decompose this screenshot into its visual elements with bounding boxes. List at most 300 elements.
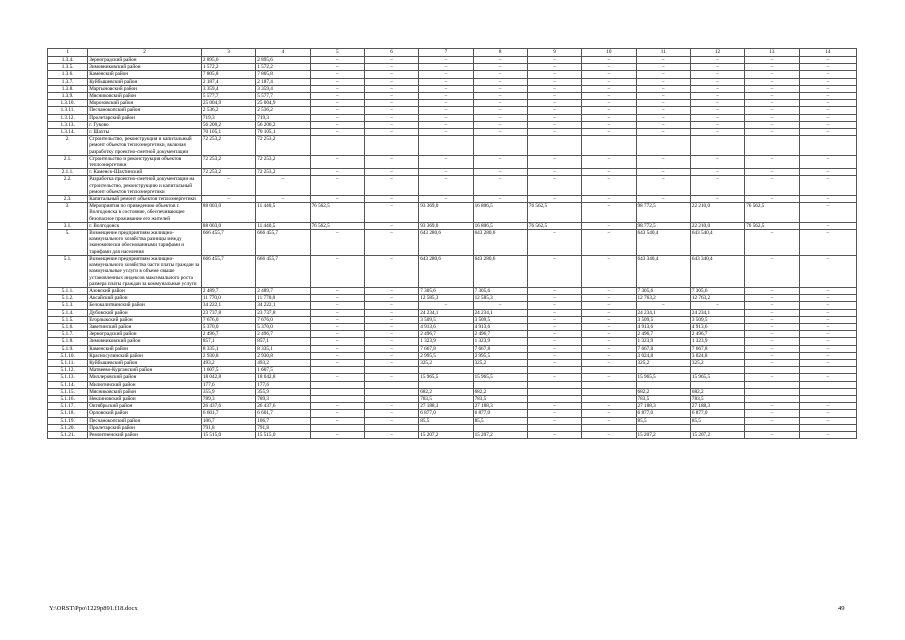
empty-cell: –	[364, 352, 418, 359]
table-row	[48, 424, 857, 431]
empty-cell: –	[745, 410, 799, 417]
amount-cell: 857,1	[256, 338, 310, 345]
empty-cell: –	[582, 255, 636, 287]
empty-cell: –	[473, 78, 527, 85]
empty-cell: –	[582, 403, 636, 410]
empty-cell	[310, 136, 364, 156]
table-row	[48, 114, 857, 121]
empty-cell: –	[690, 169, 744, 176]
empty-cell: –	[799, 85, 856, 92]
empty-cell: –	[364, 410, 418, 417]
row-number-cell: 5.1.17.	[48, 403, 88, 410]
amount-cell: 72 253,2	[201, 136, 255, 156]
empty-cell	[799, 367, 856, 374]
empty-cell: –	[799, 176, 856, 196]
table-row	[48, 374, 857, 381]
row-number-cell: 1.3.14.	[48, 129, 88, 136]
empty-cell: –	[799, 196, 856, 203]
column-number-header: 8	[473, 49, 527, 57]
column-number-header: 12	[690, 49, 744, 57]
table-row	[48, 403, 857, 410]
amount-cell: 25 004,9	[256, 100, 310, 107]
item-name-cell: Капитальный ремонт объектов теплоэнергетики	[88, 196, 202, 203]
amount-cell: 355,9	[256, 388, 310, 395]
amount-cell: 26 437,6	[256, 403, 310, 410]
empty-cell	[473, 424, 527, 431]
amount-cell: 11 440,5	[256, 222, 310, 229]
table-row	[48, 64, 857, 71]
empty-cell: –	[582, 295, 636, 302]
table-row	[48, 129, 857, 136]
empty-cell: –	[310, 431, 364, 438]
amount-cell: 2 930,8	[256, 352, 310, 359]
empty-cell	[582, 388, 636, 395]
empty-cell	[364, 388, 418, 395]
empty-cell: –	[799, 431, 856, 438]
row-number-cell: 5.1.7.	[48, 331, 88, 338]
empty-cell: –	[310, 57, 364, 64]
empty-cell	[799, 136, 856, 156]
amount-cell: 666 455,7	[256, 230, 310, 256]
amount-cell: 2 496,7	[690, 331, 744, 338]
empty-cell	[473, 136, 527, 156]
empty-cell: –	[310, 338, 364, 345]
amount-cell: 3 359,4	[256, 85, 310, 92]
table-row	[48, 155, 857, 168]
empty-cell: –	[527, 287, 581, 294]
row-number-cell: 3.1.	[48, 222, 88, 229]
table-row	[48, 388, 857, 395]
empty-cell: –	[527, 129, 581, 136]
empty-cell: –	[745, 107, 799, 114]
empty-cell: –	[419, 121, 473, 128]
amount-cell: 3 509,5	[473, 316, 527, 323]
amount-cell: 25 004,9	[201, 100, 255, 107]
empty-cell: –	[527, 316, 581, 323]
empty-cell: –	[745, 64, 799, 71]
empty-cell	[636, 424, 690, 431]
amount-cell: 56 200,2	[256, 121, 310, 128]
table-row	[48, 121, 857, 128]
amount-cell: 783,5	[636, 395, 690, 402]
item-name-cell: Красносулинский район	[88, 352, 202, 359]
amount-cell: 643 280,6	[473, 230, 527, 256]
empty-cell: –	[582, 93, 636, 100]
amount-cell: 16 806,5	[473, 203, 527, 223]
amount-cell: 682,2	[690, 388, 744, 395]
amount-cell: 98 772,5	[636, 203, 690, 223]
empty-cell	[419, 367, 473, 374]
amount-cell: 719,3	[256, 114, 310, 121]
empty-cell: –	[582, 203, 636, 223]
empty-cell: –	[364, 100, 418, 107]
empty-cell: –	[364, 85, 418, 92]
amount-cell: 22 210,0	[690, 203, 744, 223]
amount-cell: 643 540,4	[636, 230, 690, 256]
amount-cell: 88 003,0	[201, 222, 255, 229]
amount-cell: 643 340,4	[690, 255, 744, 287]
table-row	[48, 381, 857, 388]
empty-cell: –	[364, 338, 418, 345]
empty-cell: –	[745, 196, 799, 203]
amount-cell: 2 995,5	[419, 352, 473, 359]
budget-table	[47, 48, 857, 439]
empty-cell: –	[799, 359, 856, 366]
empty-cell	[690, 136, 744, 156]
amount-cell: 15 515,0	[201, 431, 255, 438]
empty-cell: –	[745, 338, 799, 345]
empty-cell: –	[527, 78, 581, 85]
row-number-cell: 2.1.	[48, 155, 88, 168]
empty-cell: –	[473, 64, 527, 71]
empty-cell: –	[364, 64, 418, 71]
amount-cell: 27 188,3	[473, 403, 527, 410]
empty-cell: –	[582, 323, 636, 330]
empty-cell: –	[582, 345, 636, 352]
empty-cell: –	[473, 196, 527, 203]
empty-cell: –	[636, 64, 690, 71]
empty-cell: –	[527, 85, 581, 92]
amount-cell: 24 234,1	[636, 309, 690, 316]
empty-cell: –	[799, 316, 856, 323]
empty-cell: –	[364, 287, 418, 294]
empty-cell: –	[582, 302, 636, 309]
amount-cell: 2 995,5	[473, 352, 527, 359]
table-row	[48, 295, 857, 302]
empty-cell: –	[799, 331, 856, 338]
item-name-cell: Аксайский район	[88, 295, 202, 302]
empty-cell: –	[582, 309, 636, 316]
empty-cell	[690, 424, 744, 431]
amount-cell: 2 496,7	[419, 331, 473, 338]
amount-cell: 85,5	[419, 417, 473, 424]
item-name-cell: Мясниковский район	[88, 388, 202, 395]
amount-cell: 15 515,0	[256, 431, 310, 438]
amount-cell: 2 895,6	[256, 57, 310, 64]
amount-cell: 325,2	[419, 359, 473, 366]
amount-cell: 2 496,7	[201, 331, 255, 338]
empty-cell: –	[310, 176, 364, 196]
empty-cell	[364, 395, 418, 402]
empty-cell	[364, 136, 418, 156]
amount-cell: 1 607,5	[256, 367, 310, 374]
amount-cell: 2 496,7	[473, 331, 527, 338]
amount-cell: 7 667,8	[419, 345, 473, 352]
header-row	[48, 49, 857, 57]
empty-cell: –	[745, 78, 799, 85]
item-name-cell: Зимовниковский район	[88, 338, 202, 345]
empty-cell: –	[527, 323, 581, 330]
empty-cell: –	[364, 230, 418, 256]
empty-cell: –	[527, 403, 581, 410]
empty-cell	[527, 367, 581, 374]
amount-cell: 2 536,2	[256, 107, 310, 114]
item-name-cell: Строительство, реконструкция и капитальный ремонт объектов теплоэнергетики, включая разработку проектно-сметной документации	[88, 136, 202, 156]
empty-cell: –	[799, 302, 856, 309]
column-number-header: 9	[527, 49, 581, 57]
empty-cell: –	[745, 169, 799, 176]
item-name-cell: Каменский район	[88, 345, 202, 352]
empty-cell	[636, 367, 690, 374]
empty-cell	[799, 395, 856, 402]
empty-cell: –	[364, 176, 418, 196]
empty-cell: –	[582, 169, 636, 176]
empty-cell: –	[582, 338, 636, 345]
amount-cell: 72 253,2	[256, 169, 310, 176]
empty-cell: –	[799, 64, 856, 71]
empty-cell: –	[201, 176, 255, 196]
column-number-header: 5	[310, 49, 364, 57]
amount-cell: 6 877,0	[419, 410, 473, 417]
empty-cell: –	[527, 121, 581, 128]
empty-cell: –	[745, 114, 799, 121]
table-row	[48, 302, 857, 309]
amount-cell: 177,6	[256, 381, 310, 388]
empty-cell: –	[419, 176, 473, 196]
empty-cell: –	[364, 57, 418, 64]
empty-cell: –	[364, 203, 418, 223]
empty-cell: –	[527, 345, 581, 352]
empty-cell: –	[419, 71, 473, 78]
empty-cell: –	[582, 107, 636, 114]
empty-cell: –	[799, 114, 856, 121]
item-name-cell: Пролетарский район	[88, 424, 202, 431]
empty-cell: –	[745, 352, 799, 359]
empty-cell: –	[473, 100, 527, 107]
empty-cell: –	[364, 71, 418, 78]
amount-cell: 7 667,8	[636, 345, 690, 352]
item-name-cell: Возмещение предприятиям жилищно-коммунального хозяйства разницы между экономически обоснованными тарифами и тарифами для населения	[88, 230, 202, 256]
amount-cell: 11 440,5	[256, 203, 310, 223]
empty-cell: –	[364, 417, 418, 424]
empty-cell: –	[690, 121, 744, 128]
amount-cell: 27 188,3	[419, 403, 473, 410]
row-number-cell: 5.1.6.	[48, 323, 88, 330]
empty-cell: –	[799, 129, 856, 136]
amount-cell: 643 540,4	[690, 230, 744, 256]
empty-cell: –	[690, 129, 744, 136]
empty-cell: –	[419, 169, 473, 176]
empty-cell: –	[745, 316, 799, 323]
item-name-cell: Мясниковский район	[88, 93, 202, 100]
empty-cell: –	[799, 352, 856, 359]
amount-cell: 106,7	[256, 417, 310, 424]
empty-cell: –	[582, 417, 636, 424]
table-row	[48, 367, 857, 374]
empty-cell: –	[364, 107, 418, 114]
empty-cell: –	[527, 100, 581, 107]
amount-cell: 783,5	[473, 395, 527, 402]
empty-cell	[310, 388, 364, 395]
empty-cell: –	[799, 323, 856, 330]
empty-cell: –	[745, 403, 799, 410]
empty-cell: –	[527, 431, 581, 438]
amount-cell: 24 234,1	[473, 309, 527, 316]
empty-cell	[745, 136, 799, 156]
empty-cell: –	[364, 359, 418, 366]
row-number-cell: 5.1.9.	[48, 345, 88, 352]
empty-cell: –	[310, 302, 364, 309]
item-name-cell: Песчанокопский район	[88, 417, 202, 424]
row-number-cell: 5.1.10.	[48, 352, 88, 359]
row-number-cell: 1.3.10.	[48, 100, 88, 107]
row-number-cell: 1.3.7.	[48, 78, 88, 85]
amount-cell: 3 359,4	[201, 85, 255, 92]
amount-cell: 76 562,5	[527, 203, 581, 223]
table-row	[48, 338, 857, 345]
empty-cell: –	[582, 374, 636, 381]
empty-cell: –	[364, 309, 418, 316]
empty-cell: –	[310, 403, 364, 410]
table-row	[48, 352, 857, 359]
amount-cell: 7 667,8	[690, 345, 744, 352]
empty-cell: –	[582, 176, 636, 196]
empty-cell: –	[636, 100, 690, 107]
empty-cell	[582, 381, 636, 388]
empty-cell: –	[690, 57, 744, 64]
empty-cell: –	[310, 287, 364, 294]
item-name-cell: Возмещение предприятиям жилищно-коммунального хозяйства части платы граждан за коммунальные услуги в объеме свыше установленных индексов максимального роста размера платы граждан за коммунальные услуги	[88, 255, 202, 287]
empty-cell: –	[636, 196, 690, 203]
item-name-cell: Куйбышевский район	[88, 359, 202, 366]
amount-cell: 98 772,5	[636, 222, 690, 229]
table-row	[48, 316, 857, 323]
empty-cell: –	[310, 309, 364, 316]
empty-cell	[310, 395, 364, 402]
table-row	[48, 431, 857, 438]
item-name-cell: Пролетарский район	[88, 114, 202, 121]
amount-cell: 791,8	[256, 424, 310, 431]
empty-cell: –	[473, 169, 527, 176]
amount-cell: 4 913,6	[636, 323, 690, 330]
empty-cell: –	[310, 71, 364, 78]
row-number-cell: 5.1.20.	[48, 424, 88, 431]
amount-cell: 3 509,5	[690, 316, 744, 323]
amount-cell: 15 207,2	[473, 431, 527, 438]
amount-cell: 7 805,8	[256, 71, 310, 78]
amount-cell: 2 930,8	[201, 352, 255, 359]
item-name-cell: Милютинский район	[88, 381, 202, 388]
empty-cell: –	[364, 255, 418, 287]
amount-cell: 15 965,5	[690, 374, 744, 381]
empty-cell: –	[799, 100, 856, 107]
empty-cell	[473, 381, 527, 388]
amount-cell: 682,2	[636, 388, 690, 395]
empty-cell	[310, 367, 364, 374]
item-name-cell: Белокалитвинский район	[88, 302, 202, 309]
empty-cell: –	[636, 57, 690, 64]
empty-cell: –	[636, 129, 690, 136]
amount-cell: 12 585,3	[419, 295, 473, 302]
amount-cell: 2 536,2	[201, 107, 255, 114]
amount-cell: 72 253,2	[201, 155, 255, 168]
empty-cell: –	[690, 196, 744, 203]
empty-cell: –	[310, 331, 364, 338]
amount-cell: 4 913,6	[690, 323, 744, 330]
empty-cell	[527, 381, 581, 388]
item-name-cell: Неклиновский район	[88, 395, 202, 402]
amount-cell: 493,2	[256, 359, 310, 366]
empty-cell	[364, 381, 418, 388]
empty-cell	[745, 395, 799, 402]
empty-cell	[582, 424, 636, 431]
amount-cell: 2 496,7	[256, 331, 310, 338]
empty-cell: –	[527, 64, 581, 71]
amount-cell: 643 280,6	[419, 255, 473, 287]
amount-cell: 493,2	[201, 359, 255, 366]
table-row	[48, 345, 857, 352]
row-number-cell: 2.1.1.	[48, 169, 88, 176]
amount-cell: 325,2	[636, 359, 690, 366]
row-number-cell: 5.1.1.	[48, 287, 88, 294]
empty-cell: –	[310, 114, 364, 121]
amount-cell: 7 305,6	[473, 287, 527, 294]
amount-cell: 355,9	[201, 388, 255, 395]
amount-cell: 1 572,2	[201, 64, 255, 71]
item-name-cell: Строительство и реконструкция объектов теплоэнергетики	[88, 155, 202, 168]
empty-cell: –	[799, 338, 856, 345]
empty-cell: –	[636, 121, 690, 128]
amount-cell: 15 965,5	[636, 374, 690, 381]
empty-cell: –	[310, 155, 364, 168]
empty-cell: –	[582, 196, 636, 203]
empty-cell: –	[364, 295, 418, 302]
table-row	[48, 230, 857, 256]
row-number-cell: 5.1.8.	[48, 338, 88, 345]
empty-cell: –	[310, 352, 364, 359]
amount-cell: 85,5	[473, 417, 527, 424]
amount-cell: 666 455,7	[201, 255, 255, 287]
amount-cell: 2 187,4	[256, 78, 310, 85]
empty-cell: –	[745, 176, 799, 196]
empty-cell: –	[799, 255, 856, 287]
empty-cell: –	[419, 129, 473, 136]
table-row	[48, 57, 857, 64]
amount-cell: 18 042,8	[201, 374, 255, 381]
amount-cell: 76 562,5	[745, 203, 799, 223]
empty-cell: –	[527, 302, 581, 309]
amount-cell: 325,2	[690, 359, 744, 366]
amount-cell: 2 187,4	[201, 78, 255, 85]
amount-cell: 6 601,7	[201, 410, 255, 417]
amount-cell: 7 305,6	[690, 287, 744, 294]
item-name-cell: Орловский район	[88, 410, 202, 417]
empty-cell: –	[473, 155, 527, 168]
empty-cell: –	[745, 57, 799, 64]
row-number-cell: 5.1.18.	[48, 410, 88, 417]
empty-cell: –	[527, 352, 581, 359]
empty-cell: –	[745, 71, 799, 78]
amount-cell: 3 024,8	[636, 352, 690, 359]
empty-cell: –	[527, 155, 581, 168]
amount-cell: 11 770,0	[256, 295, 310, 302]
amount-cell: 24 234,1	[419, 309, 473, 316]
amount-cell: 3 024,8	[690, 352, 744, 359]
empty-cell: –	[636, 71, 690, 78]
table-row	[48, 196, 857, 203]
empty-cell: –	[745, 100, 799, 107]
empty-cell: –	[799, 295, 856, 302]
amount-cell: 76 562,5	[527, 222, 581, 229]
amount-cell: 15 207,2	[636, 431, 690, 438]
amount-cell: 72 253,2	[256, 136, 310, 156]
empty-cell: –	[310, 295, 364, 302]
empty-cell: –	[582, 64, 636, 71]
empty-cell: –	[582, 222, 636, 229]
item-name-cell: Матвеево-Курганский район	[88, 367, 202, 374]
row-number-cell: 2.2.	[48, 176, 88, 196]
row-number-cell: 5.1.14.	[48, 381, 88, 388]
